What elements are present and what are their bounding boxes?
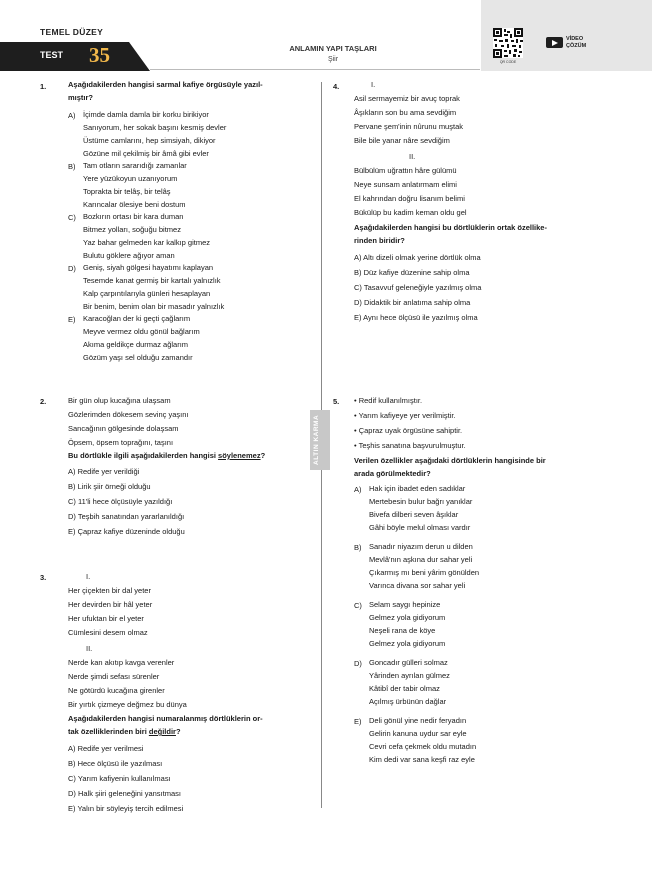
question-1-stem-line-1: Aşağıdakilerden hangisi sarmal kafiye örgüsüyle yazıl-: [68, 80, 263, 89]
q4-option-b-text: Düz kafiye düzenine sahip olma: [363, 268, 470, 277]
q3-option-a[interactable]: [68, 742, 143, 756]
play-icon[interactable]: [546, 37, 563, 48]
q3-part2-line-1: Nerde kan akıtıp kavga verenler: [68, 658, 175, 667]
q2-option-c[interactable]: [68, 495, 172, 509]
q2-option-a-label: A): [68, 467, 76, 476]
q3-part1-line-4: Cümlesini desem olmaz: [68, 628, 148, 637]
q4-option-b[interactable]: [354, 266, 470, 280]
q5-option-c-line-2: Gelmez yola gidiyorum: [369, 613, 446, 622]
q5-bullet-4-text: Teşhis sanatına başvurulmuştur.: [358, 441, 466, 450]
qr-caption: QR CODE: [499, 60, 517, 64]
q5-option-a-line-3: Bivefa dilberi seven âşıklar: [369, 510, 459, 519]
q3-part1-line-3: Her ufuktan bir el yeter: [68, 614, 144, 623]
q1-option-b-line-1: Tam otların sararıdığı zamanlar: [83, 161, 187, 170]
q5-option-b-label[interactable]: B): [354, 543, 362, 552]
q4-option-c[interactable]: [354, 281, 481, 295]
q3-option-b[interactable]: [68, 757, 162, 771]
q2-option-d-label: D): [68, 512, 76, 521]
q5-bullet-1-text: Redif kullanılmıştır.: [358, 396, 423, 405]
q5-option-b-line-4: Varınca divana sor sahar yeli: [369, 581, 466, 590]
q1-option-b-line-2: Yere yüzükoyun uzanıyorum: [83, 174, 178, 183]
q5-option-a-line-2: Mertebesin bulur bağrı yanıklar: [369, 497, 473, 506]
q4-option-a-label: A): [354, 253, 362, 262]
q5-option-b-line-2: Mevlâ'nın aşkına dur sahar yeli: [369, 555, 473, 564]
q2-verse-line-1: Bir gün olup kucağına ulaşsam: [68, 396, 171, 405]
q1-option-b-line-3: Toprakta bir telâş, bir telâş: [83, 187, 171, 196]
q1-option-a-label[interactable]: A): [68, 111, 76, 120]
q1-option-a-line-2: Sanıyorum, her sokak başını kesmiş devler: [83, 123, 227, 132]
page-title: ANLAMIN YAPI TAŞLARI: [289, 44, 377, 53]
question-3-stem-line-1: Aşağıdakilerden hangisi numaralanmış dörtlüklerin or-: [68, 714, 263, 723]
q3-part2-line-4: Bir yırtık çizmeye değmez bu dünya: [68, 700, 187, 709]
q3-option-a-text: Redife yer verilmesi: [77, 744, 144, 753]
q4-part2-line-2: Neye sunsam anlatırmam elimi: [354, 180, 457, 189]
q1-option-e-line-2: Meyve vermez oldu gönül bağlarım: [83, 327, 200, 336]
q5-option-d-line-4: Açılmış ürbünün dağlar: [369, 697, 447, 706]
q2-option-e-text: Çapraz kafiye düzeninde olduğu: [77, 527, 185, 536]
q2-option-e-label: E): [68, 527, 76, 536]
q5-option-a-line-1: Hak için ibadet eden sadıklar: [369, 484, 466, 493]
q1-option-e-label[interactable]: E): [68, 315, 76, 324]
q1-option-e-line-3: Akıma geldikçe durmaz ağlarım: [83, 340, 189, 349]
q1-option-b-line-4: Karıncalar ölesiye beni dostum: [83, 200, 186, 209]
q5-option-e-line-3: Cevri cefa çekmek oldu mutadın: [369, 742, 477, 751]
question-3-stem-line-2: [68, 725, 181, 739]
q1-option-e-line-4: Gözüm yaşı sel olduğu zamandır: [83, 353, 193, 362]
q1-option-a-line-1: İçimde damla damla bir korku birikiyor: [83, 110, 209, 119]
video-label-line1: VİDEO: [566, 36, 584, 42]
q1-option-c-line-3: Yaz bahar gelmeden kar kalkıp gitmez: [83, 238, 211, 247]
side-tab: [310, 410, 330, 470]
q5-bullet-4: • Teşhis sanatına başvurulmuştur.: [354, 441, 466, 450]
q1-option-a-line-4: Gözüne mil çekilmiş bir âmâ gibi evler: [83, 149, 209, 158]
q3-part2-line-2: Nerde şimdi sefası sürenler: [68, 672, 160, 681]
q1-option-e-line-1: Karacoğlan der ki geçti çağlarım: [83, 314, 191, 323]
question-1-stem-line-2: mıştır?: [68, 93, 94, 102]
q5-option-e-label[interactable]: E): [354, 717, 362, 726]
q3-part1-label: I.: [86, 572, 91, 581]
q2-option-c-text: 11'li hece ölçüsüyle yazıldığı: [78, 497, 173, 506]
q4-option-e-label: E): [354, 313, 362, 322]
side-tab-label: ALTIN KARMA: [313, 414, 320, 465]
q2-option-b-text: Lirik şiir örneği olduğu: [77, 482, 151, 491]
q1-option-c-line-4: Bulutu göklere ağıyor aman: [83, 251, 175, 260]
test-label: TEST: [40, 50, 64, 60]
q5-bullet-2: • Yarım kafiyeye yer verilmiştir.: [354, 411, 456, 420]
q4-part1-label: I.: [371, 80, 376, 89]
q2-option-c-label: C): [68, 497, 76, 506]
q3-option-d[interactable]: [68, 787, 181, 801]
q1-option-c-line-1: Bozkırın ortası bir kara duman: [83, 212, 184, 221]
q2-stem-underlined: söylenemez: [218, 451, 261, 460]
q2-option-b-label: B): [68, 482, 76, 491]
video-solution-label[interactable]: [566, 36, 586, 50]
q2-stem-start: Bu dörtlükle ilgili aşağıdakilerden hangisi: [68, 451, 219, 460]
q1-option-c-line-2: Bitmez yolları, soğuğu bitmez: [83, 225, 181, 234]
q5-option-b-line-1: Sanadır niyazım derun u dilden: [369, 542, 473, 551]
q2-verse-line-3: Sancağının gölgesinde dolaşsam: [68, 424, 179, 433]
q5-bullet-3: • Çapraz uyak örgüsüne sahiptir.: [354, 426, 463, 435]
q3-part2-label: II.: [86, 644, 93, 653]
q3-option-e-label: E): [68, 804, 76, 813]
q2-option-d-text: Teşbih sanatından yararlanıldığı: [77, 512, 185, 521]
q1-option-d-label[interactable]: D): [68, 264, 76, 273]
q5-option-e-line-4: Kim dedi var sana keşfi raz eyle: [369, 755, 475, 764]
question-4-stem-line-2: rinden biridir?: [354, 236, 405, 245]
question-4-number: 4.: [333, 82, 340, 91]
question-5-number: 5.: [333, 397, 340, 406]
q5-option-c-line-4: Gelmez yola gidiyorum: [369, 639, 446, 648]
q2-verse-line-4: Öpsem, öpsem toprağını, taşını: [68, 438, 174, 447]
q5-option-b-line-3: Çıkarmış mı beni yârim gönülden: [369, 568, 480, 577]
q2-stem-end: ?: [260, 451, 266, 460]
q4-part1-line-1: Asil sermayemiz bir avuç toprak: [354, 94, 460, 103]
q3-stem-end: ?: [175, 727, 181, 736]
q4-part2-label: II.: [409, 152, 416, 161]
q3-option-c[interactable]: [68, 772, 171, 786]
q4-option-a[interactable]: [354, 251, 481, 265]
q5-bullet-1: • Redif kullanılmıştır.: [354, 396, 423, 405]
q4-option-c-label: C): [354, 283, 362, 292]
q5-option-e-line-2: Gelirin kanuna uydur sar eyle: [369, 729, 467, 738]
brand-label: TEMEL DÜZEY: [40, 27, 104, 37]
q3-option-c-label: C): [68, 774, 76, 783]
q5-bullet-2-text: Yarım kafiyeye yer verilmiştir.: [358, 411, 456, 420]
q3-option-e[interactable]: [68, 802, 183, 816]
q2-option-b[interactable]: [68, 480, 151, 494]
question-1-number: 1.: [40, 82, 47, 91]
header-divider: [150, 69, 480, 70]
q5-bullet-3-text: Çapraz uyak örgüsüne sahiptir.: [358, 426, 463, 435]
q3-option-d-label: D): [68, 789, 76, 798]
test-bar: [0, 42, 150, 71]
q4-part2-line-4: Bükülüp bu kadim keman oldu gel: [354, 208, 467, 217]
q5-option-d-line-3: Kâtibî der tabir olmaz: [369, 684, 440, 693]
q3-option-c-text: Yarım kafiyenin kullanılması: [77, 774, 171, 783]
q3-part1-line-2: Her devirden bir hâl yeter: [68, 600, 153, 609]
q5-option-c-line-1: Selam saygı hepinize: [369, 600, 441, 609]
q4-option-b-label: B): [354, 268, 362, 277]
q5-option-d-label[interactable]: D): [354, 659, 362, 668]
q1-option-d-line-3: Kalp çarpıntılarıyla günleri hesaplayan: [83, 289, 211, 298]
q5-option-d-line-1: Goncadır gülleri solmaz: [369, 658, 448, 667]
q2-option-a[interactable]: [68, 465, 139, 479]
q3-option-e-text: Yalın bir söyleyiş tercih edilmesi: [77, 804, 184, 813]
question-2-stem: [68, 449, 265, 463]
q5-option-e-line-1: Deli gönül yine nedir feryadın: [369, 716, 467, 725]
q5-option-c-label[interactable]: C): [354, 601, 362, 610]
q4-part1-line-3: Pervane şem'inin nûrunu muştak: [354, 122, 463, 131]
q1-option-d-line-4: Bir benim, benim olan bir masadır yalnızlık: [83, 302, 225, 311]
q3-option-a-label: A): [68, 744, 76, 753]
q5-option-d-line-2: Yârinden ayrılan gülmez: [369, 671, 450, 680]
q2-option-d[interactable]: [68, 510, 184, 524]
q4-option-d[interactable]: [354, 296, 470, 310]
q4-part1-line-4: Bile bile yanar nâre sevdiğim: [354, 136, 450, 145]
q4-part2-line-3: El kahrından doğru lisanım belimi: [354, 194, 465, 203]
q1-option-b-label[interactable]: B): [68, 162, 76, 171]
q3-option-d-text: Halk şiiri geleneğini yansıtması: [78, 789, 181, 798]
question-5-stem-line-1: Verilen özellikler aşağıdaki dörtlüklerin hangisinde bir: [354, 456, 546, 465]
q3-option-b-text: Hece ölçüsü ile yazılması: [77, 759, 163, 768]
test-number: 35: [89, 43, 110, 67]
q3-part1-line-1: Her çiçekten bir dal yeter: [68, 586, 151, 595]
q1-option-c-label[interactable]: C): [68, 213, 76, 222]
q4-part2-line-1: Bülbülüm uğrattın hâre gülümü: [354, 166, 457, 175]
q5-option-a-line-4: Gâhi böyle melul olması vardır: [369, 523, 471, 532]
question-5-stem-line-2: arada görülmektedir?: [354, 469, 431, 478]
q4-option-a-text: Altı dizeli olmak yerine dörtlük olma: [363, 253, 481, 262]
q4-option-d-label: D): [354, 298, 362, 307]
q3-part2-line-3: Ne götürdü kucağına girenler: [68, 686, 165, 695]
question-4-stem-line-1: Aşağıdakilerden hangisi bu dörtlüklerin ortak özellike-: [354, 223, 547, 232]
q2-option-a-text: Redife yer verildiği: [77, 467, 140, 476]
q4-option-c-text: Tasavvuf geleneğiyle yazılmış olma: [363, 283, 482, 292]
q5-option-a-label[interactable]: A): [354, 485, 362, 494]
question-2-number: 2.: [40, 397, 47, 406]
qr-code-icon[interactable]: [493, 28, 523, 58]
q4-option-e[interactable]: [354, 311, 478, 325]
q4-option-e-text: Aynı hece ölçüsü ile yazılmış olma: [363, 313, 478, 322]
q1-option-d-line-1: Geniş, siyah gölgesi hayatımı kaplayan: [83, 263, 214, 272]
q2-option-e[interactable]: [68, 525, 185, 539]
q4-part1-line-2: Âşıkların son bu ama sevdiğim: [354, 108, 457, 117]
video-label-line2: ÇÖZÜM: [566, 43, 587, 49]
q4-option-d-text: Didaktik bir anlatıma sahip olma: [364, 298, 471, 307]
q2-verse-line-2: Gözlerimden dökesem sevinç yaşını: [68, 410, 189, 419]
page-subtitle: Şiir: [327, 56, 339, 63]
question-3-number: 3.: [40, 573, 47, 582]
q3-option-b-label: B): [68, 759, 76, 768]
q5-option-c-line-3: Neşeli rana de köye: [369, 626, 436, 635]
q3-stem-underlined: değildir: [148, 727, 176, 736]
q1-option-d-line-2: Tesemde kanat germiş bir kartalı yalnızlık: [83, 276, 221, 285]
q1-option-a-line-3: Üstüme camlarını, hep simsiyah, dikiyor: [83, 136, 216, 145]
q3-stem-start: tak özelliklerinden biri: [68, 727, 149, 736]
